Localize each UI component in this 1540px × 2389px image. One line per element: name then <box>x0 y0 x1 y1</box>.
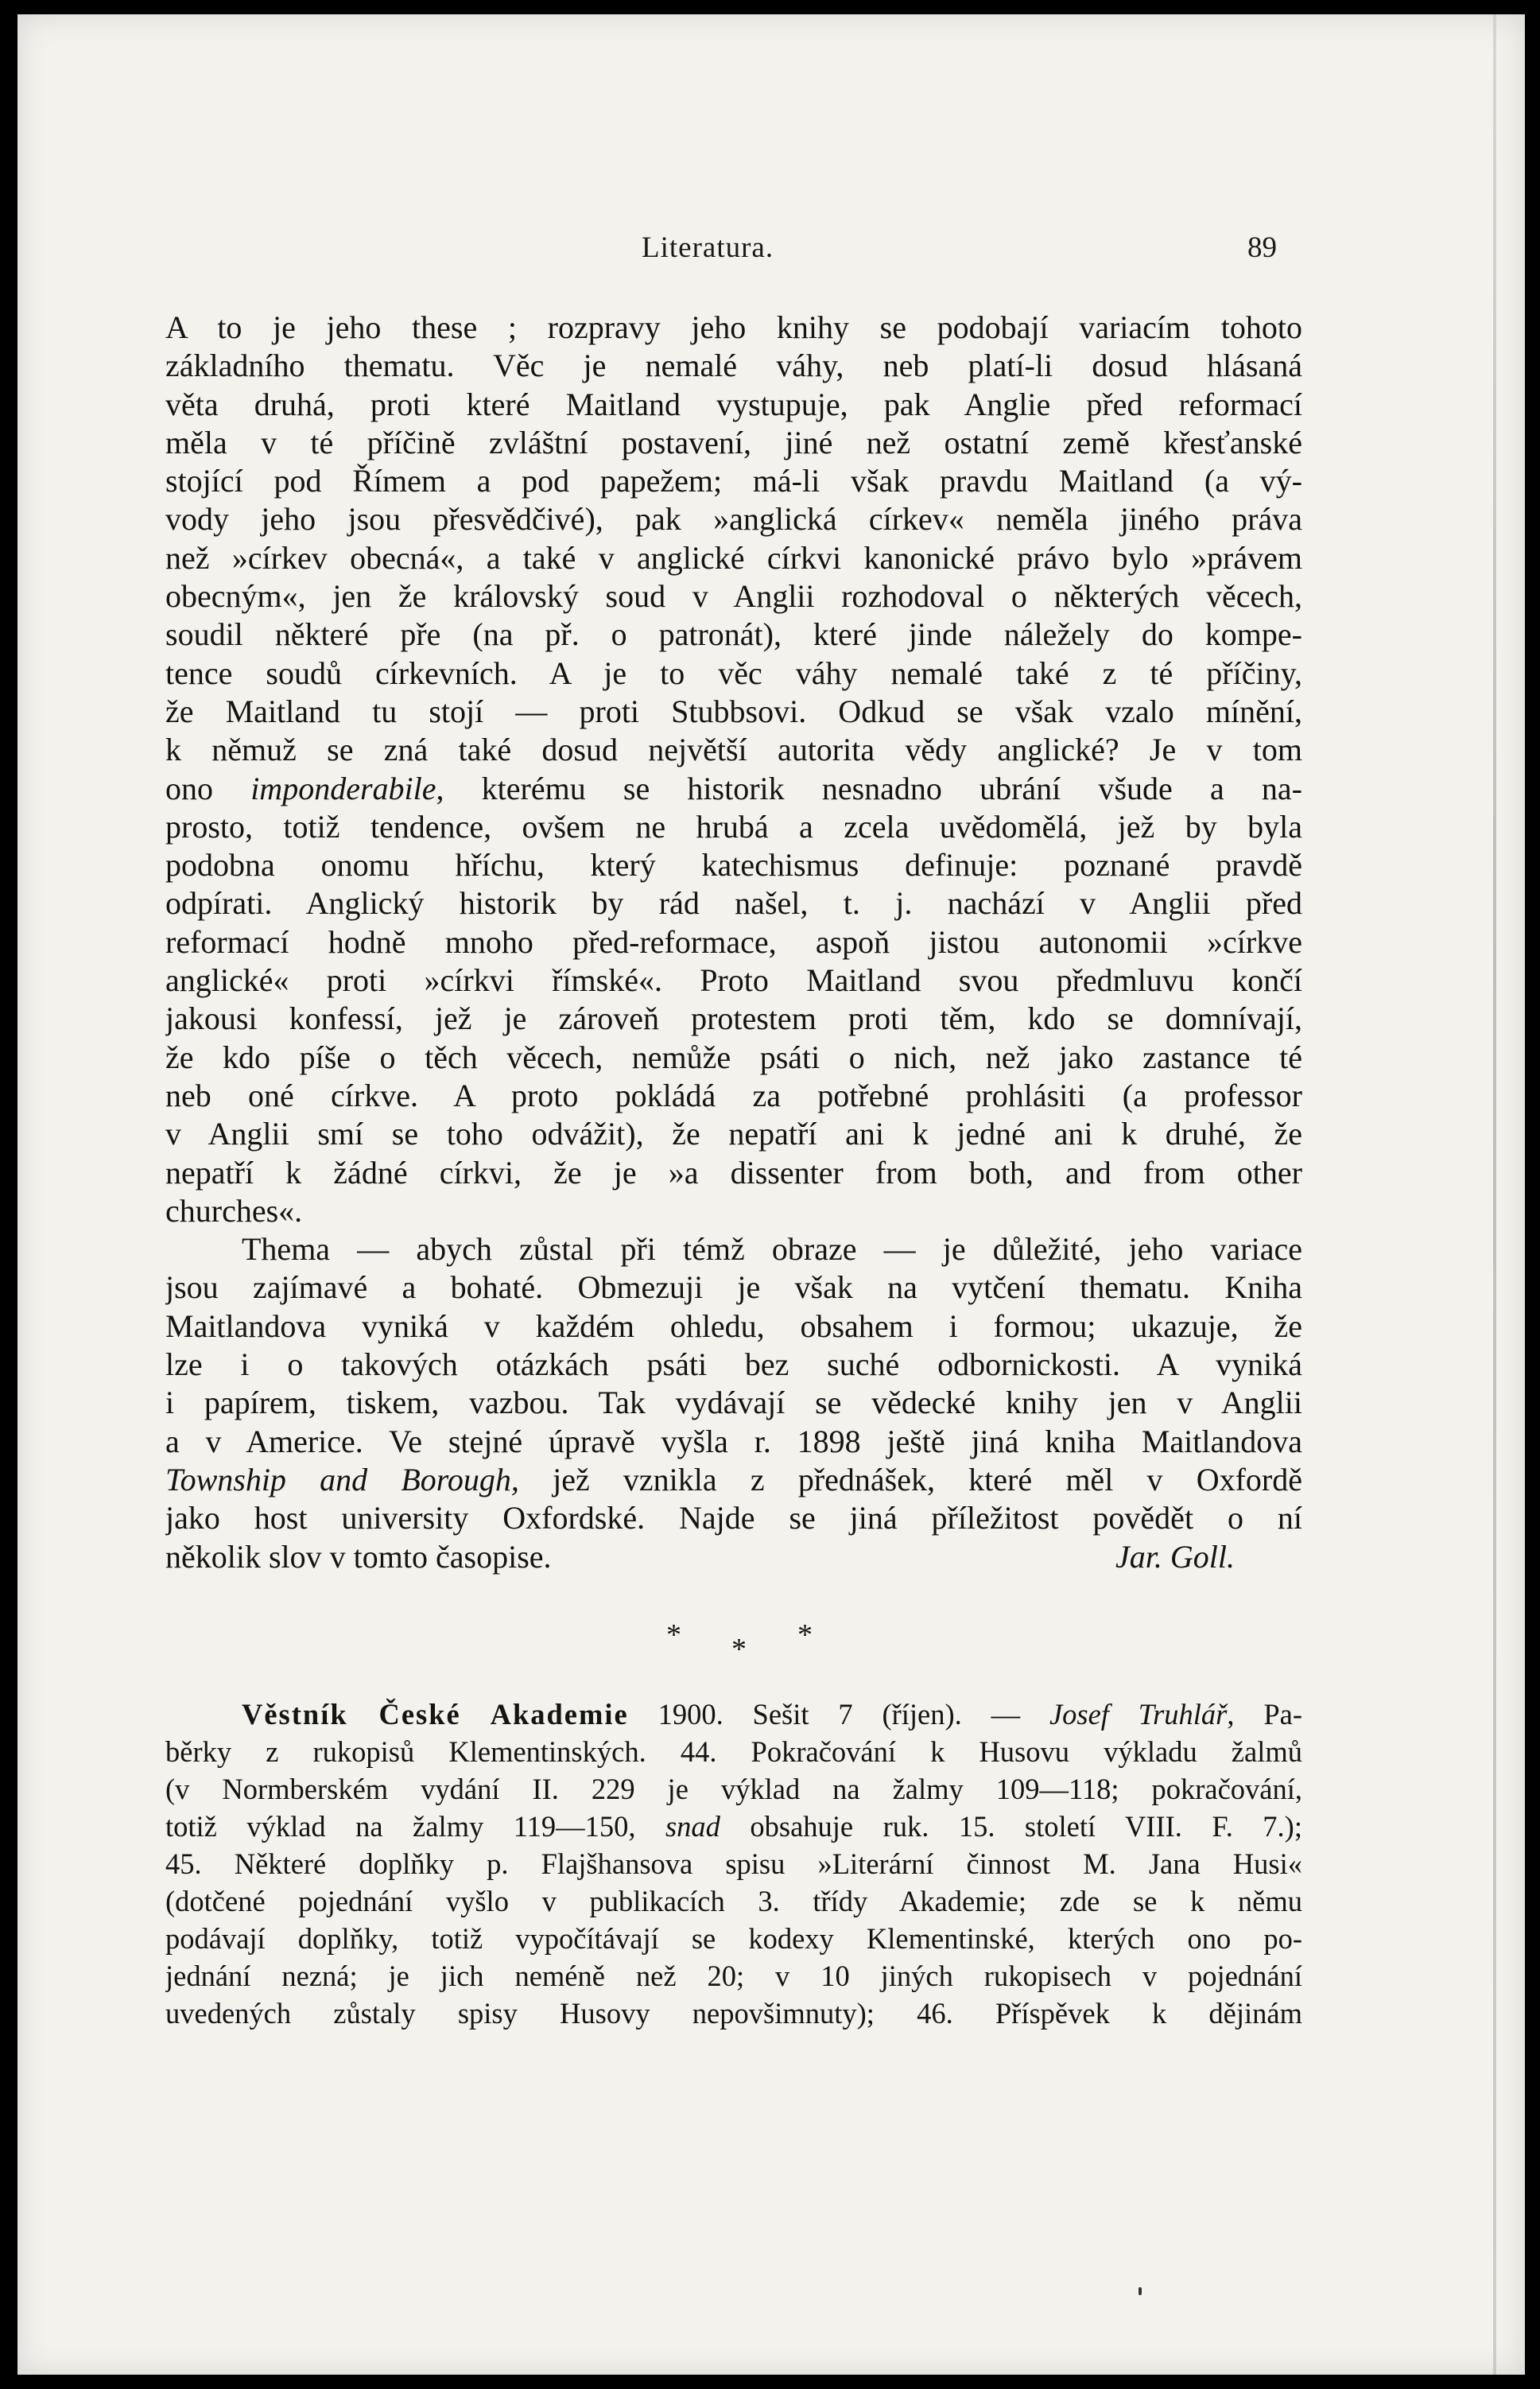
text-line: než »církev obecná«, a také v anglické církvi kanonické právo bylo »právem <box>165 539 1302 576</box>
divider-asterisk: * <box>797 1618 813 1652</box>
text-line: (dotčené pojednání vyšlo v publikacích 3. třídy Akademie; zde se k němu <box>165 1884 1302 1917</box>
text-line: Maitlandova vyniká v každém ohledu, obsahem i formou; ukazuje, že <box>165 1307 1302 1344</box>
print-speck <box>1139 2287 1142 2295</box>
text-line: nepatří k žádné církvi, že je »a dissenter from both, and from other <box>165 1154 1302 1191</box>
running-header <box>17 231 1525 270</box>
text-line: stojící pod Římem a pod papežem; má-li však pravdu Maitland (a vý- <box>165 463 1302 499</box>
italic-text: Township and Borough, <box>165 1461 519 1497</box>
notice-line-text: 1900. Sešit 7 (říjen). — Josef Truhlář, Pa- <box>628 1697 1302 1731</box>
text-line: jakousi konfessí, jež je zároveň protestem proti těm, kdo se domnívají, <box>165 1000 1302 1037</box>
text-line: i papírem, tiskem, vazbou. Tak vydávají se vědecké knihy jen v Anglii <box>165 1385 1302 1421</box>
author-signature: Jar. Goll. <box>1115 1538 1235 1575</box>
text-line: že Maitland tu stojí — proti Stubbsovi. Odkud se však vzalo mínění, <box>165 693 1302 729</box>
text-line: že kdo píše o těch věcech, nemůže psáti o nich, než jako zastance té <box>165 1039 1302 1075</box>
text-line: jsou zajímavé a bohaté. Obmezuji je však na vytčení thematu. Kniha <box>165 1269 1302 1306</box>
text-fragment: několik slov v tomto časopise. <box>165 1538 552 1575</box>
text-line: A to je jeho these ; rozpravy jeho knihy se podobají variacím tohoto <box>165 309 1302 345</box>
page-number: 89 <box>1247 231 1277 264</box>
text-line: reformací hodně mnoho před-reformace, aspoň jistou autonomii »církve <box>165 923 1302 960</box>
divider-asterisk: * <box>666 1618 681 1652</box>
text-line: Township and Borough, jež vznikla z přednášek, které měl v Oxfordě <box>165 1461 1302 1497</box>
text-line: (v Normberském vydání II. 229 je výklad na žalmy 109—118; pokračování, <box>165 1772 1302 1805</box>
text-line: k němuž se zná také dosud největší autorita vědy anglické? Je v tom <box>165 732 1302 768</box>
italic-text: imponderabile <box>250 770 436 806</box>
text-line: prosto, totiž tendence, ovšem ne hrubá a zcela uvědomělá, jež by byla <box>165 808 1302 845</box>
text-line: obecným«, jen že královský soud v Anglii rozhodoval o některých věcech, <box>165 578 1302 615</box>
text-line: jako host university Oxfordské. Najde se jiná příležitost povědět o ní <box>165 1500 1302 1536</box>
text-line: Thema — abych zůstal při témž obraze — je důležité, jeho variace <box>242 1231 1302 1268</box>
text-line: soudil některé pře (na př. o patronát), které jinde náležely do kompe- <box>165 616 1302 653</box>
text-line: 45. Některé doplňky p. Flajšhansova spisu »Literární činnost M. Jana Husi« <box>165 1847 1302 1880</box>
text-line: churches«. <box>165 1192 303 1229</box>
text-line: tence soudů církevních. A je to věc váhy nemalé také z té příčiny, <box>165 655 1302 691</box>
section-divider <box>165 1576 1302 1696</box>
text-line <box>165 1538 1302 1576</box>
text-line: vody jeho jsou přesvědčivé), pak »anglická církev« neměla jiného práva <box>165 501 1302 538</box>
text-line: v Anglii smí se toho odvážit), že nepatří ani k jedné ani k druhé, že <box>165 1116 1302 1152</box>
scanned-page <box>17 14 1525 2375</box>
text-line: měla v té příčině zvláštní postavení, jiné než ostatní země křesťanské <box>165 424 1302 460</box>
text-line: totiž výklad na žalmy 119—150, snad obsahuje ruk. 15. století VIII. F. 7.); <box>165 1809 1302 1843</box>
notice-first-line <box>165 1696 1302 1733</box>
text-line: věta druhá, proti které Maitland vystupuje, pak Anglie před reformací <box>165 386 1302 422</box>
text-line: uvedených zůstaly spisy Husovy nepovšimnuty); 46. Příspěvek k dějinám <box>165 1996 1302 2030</box>
text-line: ono imponderabile, kterému se historik nesnadno ubrání všude a na- <box>165 770 1302 806</box>
paragraph-2 <box>165 1230 1302 1576</box>
text-line: základního thematu. Věc je nemalé váhy, neb platí-li dosud hlásaná <box>165 348 1302 384</box>
divider-asterisk: * <box>731 1632 747 1666</box>
paragraph-1 <box>165 309 1302 1230</box>
text-line: podávají doplňky, totiž vypočítávají se kodexy Klementinské, kterých ono po- <box>165 1921 1302 1955</box>
header-title: Literatura. <box>642 231 774 264</box>
text-line: podobna onomu hříchu, který katechismus definuje: poznané pravdě <box>165 847 1302 884</box>
text-line: odpírati. Anglický historik by rád našel, t. j. nachází v Anglii před <box>165 885 1302 922</box>
page-edge-shadow <box>1493 14 1496 2375</box>
notice-section <box>165 1696 1302 2032</box>
text-line: lze i o takových otázkách psáti bez suché odbornickosti. A vyniká <box>165 1346 1302 1383</box>
text-line: anglické« proti »církvi římské«. Proto Maitland svou předmluvu končí <box>165 962 1302 999</box>
italic-text: snad <box>665 1809 720 1843</box>
notice-lead: Věstník České Akademie <box>242 1697 629 1731</box>
text-line: neb oné církve. A proto pokládá za potřebné prohlásiti (a professor <box>165 1077 1302 1113</box>
text-line: jednání nezná; je jich neméně než 20; v 10 jiných rukopisech v pojednání <box>165 1959 1302 1992</box>
main-text <box>165 309 1302 2032</box>
text-line: a v Americe. Ve stejné úpravě vyšla r. 1898 ještě jiná kniha Maitlandova <box>165 1423 1302 1459</box>
text-line: běrky z rukopisů Klementinských. 44. Pokračování k Husovu výkladu žalmů <box>165 1734 1302 1768</box>
